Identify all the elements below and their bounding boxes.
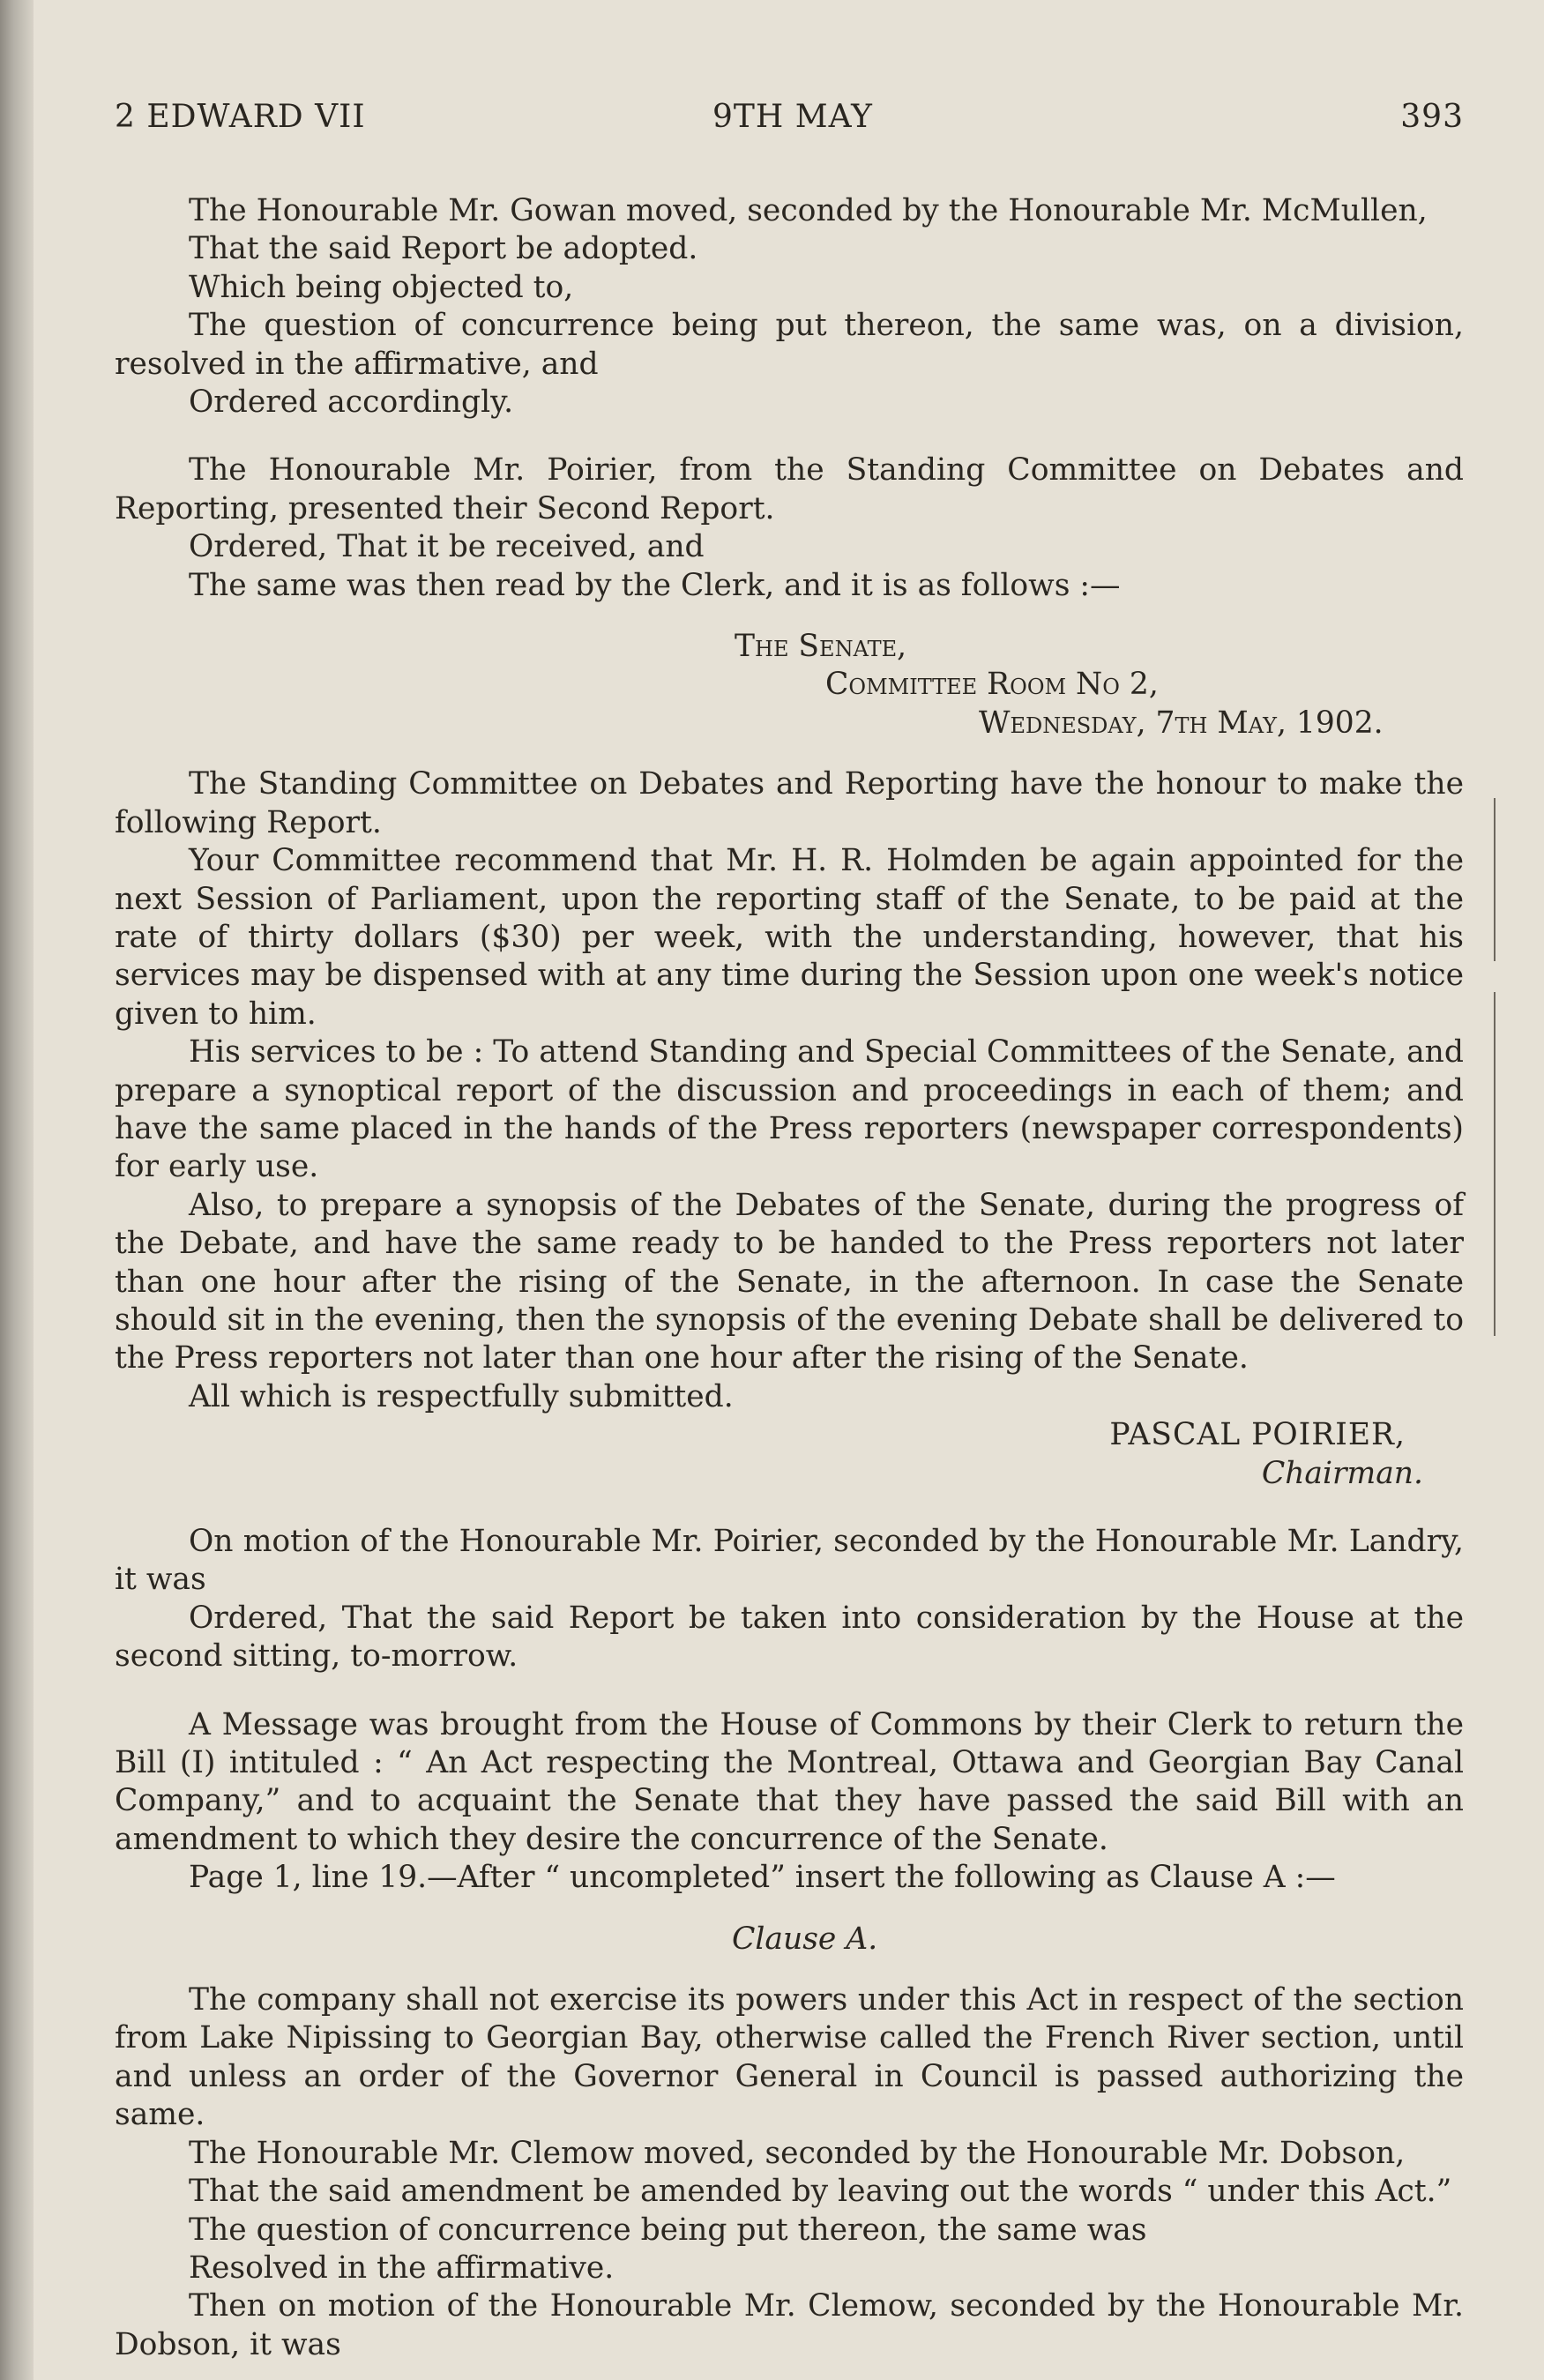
paragraph: The Honourable Mr. Poirier, from the Standing Committee on Debates and Reporting, presented their Second Report. <box>115 452 1464 526</box>
paragraph: Then on motion of the Honourable Mr. Clemow, seconded by the Honourable Mr. Dobson, it was <box>115 2288 1464 2362</box>
signature-title: Chairman. <box>1261 1455 1423 1491</box>
page-number: 393 <box>1400 99 1464 135</box>
report-paragraph: All which is respectfully submitted. <box>189 1378 734 1414</box>
report-paragraph: Also, to prepare a synopsis of the Debates of the Senate, during the progress of the Debate, and have the same ready to be handed to the Press reporters not later than one hour after the rising of the Senate, in the afternoon. In case the Senate should sit in the evening, then the synopsis of the evening Debate shall be delivered to the Press reporters not later than one hour after the rising of the Senate. <box>115 1187 1464 1377</box>
report-date-line: Wednesday, 7th May, 1902. <box>979 705 1384 741</box>
report-paragraph: The Standing Committee on Debates and Reporting have the honour to make the following Report. <box>115 766 1464 840</box>
paragraph: On motion of the Honourable Mr. Poirier, seconded by the Honourable Mr. Landry, it was <box>115 1524 1464 1598</box>
signature-name: PASCAL POIRIER, <box>1109 1417 1406 1453</box>
paragraph: That the said amendment be amended by leaving out the words “ under this Act.” <box>189 2174 1452 2210</box>
paragraph: Ordered, That it be received, and <box>189 529 705 565</box>
paragraph: Ordered, That the said Report be taken into consideration by the House at the second sitting, to-morrow. <box>115 1600 1464 1675</box>
header-date: 9TH MAY <box>712 99 873 135</box>
paragraph: The same was then read by the Clerk, and it is as follows :— <box>189 567 1121 603</box>
report-paragraph: His services to be : To attend Standing and Special Committees of the Senate, and prepare a synoptical report of the discussion and proceedings in each of them; and have the same placed in the hands of the Press reporters (newspaper correspondents) for early use. <box>115 1034 1464 1185</box>
page-header <box>115 99 1464 143</box>
binding-edge <box>0 0 34 2380</box>
paragraph: The Honourable Mr. Gowan moved, seconded by the Honourable Mr. McMullen, <box>189 193 1428 228</box>
paragraph: Resolved in the affirmative. <box>189 2249 615 2286</box>
paragraph: Which being objected to, <box>189 269 574 305</box>
paragraph: The Honourable Mr. Clemow moved, seconded by the Honourable Mr. Dobson, <box>189 2135 1406 2171</box>
clause-text: The company shall not exercise its powers under this Act in respect of the section from Lake Nipissing to Georgian Bay, otherwise called the French River section, until and unless an order of the Governor General in Council is passed authorizing the same. <box>115 1982 1464 2133</box>
paragraph: That the said Report be adopted. <box>189 231 698 267</box>
paragraph: Page 1, line 19.—After “ uncompleted” insert the following as Clause A :— <box>189 1860 1336 1896</box>
clause-heading: Clause A. <box>732 1921 878 1957</box>
page-body <box>115 192 1464 2364</box>
margin-mark <box>1494 992 1496 1336</box>
margin-mark <box>1494 798 1496 961</box>
paragraph: A Message was brought from the House of Commons by their Clerk to return the Bill (I) intituled : “ An Act respecting the Montreal, Ottawa and Georgian Bay Canal Company,” and to acquaint the Senate that they have passed the said Bill with an amendment to which they desire the concurrence of the Senate. <box>115 1706 1464 1857</box>
header-regnal-year: 2 EDWARD VII <box>115 99 366 135</box>
paragraph: The question of concurrence being put thereon, the same was, on a division, resolved in the affirmative, and <box>115 308 1464 382</box>
report-address-line: Committee Room No 2, <box>825 667 1159 703</box>
paragraph: The question of concurrence being put thereon, the same was <box>189 2212 1147 2248</box>
report-paragraph: Your Committee recommend that Mr. H. R. Holmden be again appointed for the next Session of Parliament, upon the reporting staff of the Senate, to be paid at the rate of thirty dollars ($30) per week, with the understanding, however, that his services may be dispensed with at any time during the Session upon one week's notice given to him. <box>115 843 1464 1032</box>
paragraph: Ordered accordingly. <box>189 384 514 421</box>
report-address-line: The Senate, <box>735 629 907 665</box>
